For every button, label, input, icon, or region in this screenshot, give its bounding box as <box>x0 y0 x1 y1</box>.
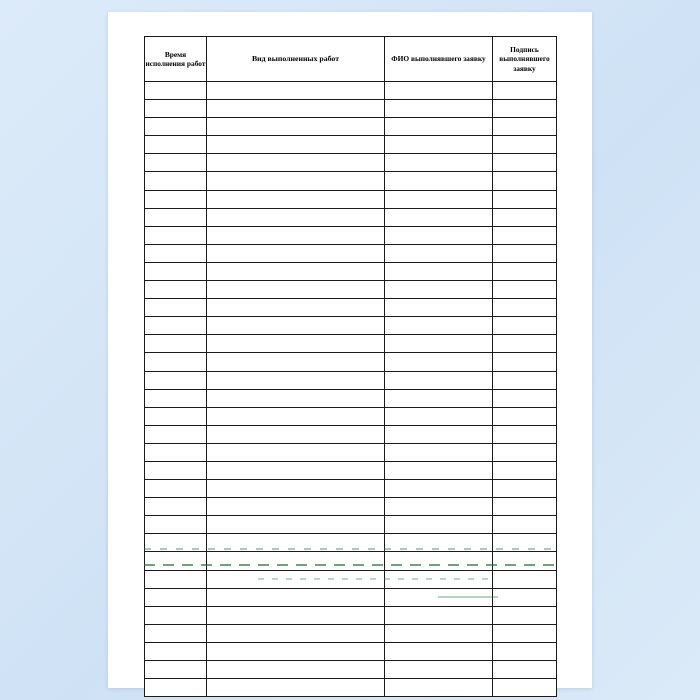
table-cell-executor[interactable] <box>385 461 493 479</box>
table-cell-executor[interactable] <box>385 208 493 226</box>
table-cell-time[interactable] <box>145 389 207 407</box>
table-cell-time[interactable] <box>145 154 207 172</box>
table-cell-executor[interactable] <box>385 154 493 172</box>
table-row <box>145 516 557 534</box>
table-cell-signature[interactable] <box>493 407 557 425</box>
table-cell-executor[interactable] <box>385 371 493 389</box>
table-cell-executor[interactable] <box>385 226 493 244</box>
table-cell-work_type[interactable] <box>207 661 385 679</box>
table-cell-work_type[interactable] <box>207 588 385 606</box>
table-cell-executor[interactable] <box>385 190 493 208</box>
table-row <box>145 226 557 244</box>
table-cell-time[interactable] <box>145 353 207 371</box>
table-cell-work_type[interactable] <box>207 552 385 570</box>
table-cell-time[interactable] <box>145 552 207 570</box>
table-row <box>145 588 557 606</box>
table-cell-executor[interactable] <box>385 172 493 190</box>
table-cell-signature[interactable] <box>493 100 557 118</box>
column-header-signature: Подпись выполнявшего заявку <box>493 37 557 82</box>
table-cell-time[interactable] <box>145 100 207 118</box>
table-cell-signature[interactable] <box>493 443 557 461</box>
table-row <box>145 534 557 552</box>
table-cell-time[interactable] <box>145 443 207 461</box>
table-cell-time[interactable] <box>145 516 207 534</box>
table-row <box>145 299 557 317</box>
table-row <box>145 679 557 697</box>
table-cell-work_type[interactable] <box>207 371 385 389</box>
table-cell-work_type[interactable] <box>207 353 385 371</box>
table-row <box>145 335 557 353</box>
table-row <box>145 461 557 479</box>
table-cell-executor[interactable] <box>385 136 493 154</box>
table-cell-time[interactable] <box>145 82 207 100</box>
table-cell-work_type[interactable] <box>207 534 385 552</box>
table-cell-work_type[interactable] <box>207 299 385 317</box>
table-cell-signature[interactable] <box>493 281 557 299</box>
table-row <box>145 498 557 516</box>
table-cell-time[interactable] <box>145 262 207 280</box>
table-cell-work_type[interactable] <box>207 389 385 407</box>
table-row <box>145 407 557 425</box>
table-cell-time[interactable] <box>145 299 207 317</box>
table-cell-signature[interactable] <box>493 190 557 208</box>
document-sheet <box>108 12 592 688</box>
table-cell-work_type[interactable] <box>207 82 385 100</box>
table-cell-signature[interactable] <box>493 679 557 697</box>
table-cell-executor[interactable] <box>385 389 493 407</box>
table-row <box>145 118 557 136</box>
table-row <box>145 190 557 208</box>
column-header-time: Время исполнения работ <box>145 37 207 82</box>
table-cell-time[interactable] <box>145 371 207 389</box>
table-cell-executor[interactable] <box>385 443 493 461</box>
table-cell-time[interactable] <box>145 570 207 588</box>
table-cell-executor[interactable] <box>385 100 493 118</box>
table-cell-signature[interactable] <box>493 588 557 606</box>
table-cell-signature[interactable] <box>493 172 557 190</box>
table-cell-signature[interactable] <box>493 534 557 552</box>
table-cell-time[interactable] <box>145 480 207 498</box>
table-cell-time[interactable] <box>145 661 207 679</box>
table-cell-signature[interactable] <box>493 299 557 317</box>
table-cell-work_type[interactable] <box>207 335 385 353</box>
table-cell-time[interactable] <box>145 172 207 190</box>
table-cell-executor[interactable] <box>385 552 493 570</box>
table-cell-executor[interactable] <box>385 498 493 516</box>
table-cell-work_type[interactable] <box>207 624 385 642</box>
table-row <box>145 136 557 154</box>
table-cell-work_type[interactable] <box>207 154 385 172</box>
table-cell-work_type[interactable] <box>207 118 385 136</box>
table-cell-executor[interactable] <box>385 407 493 425</box>
table-row <box>145 244 557 262</box>
table-cell-signature[interactable] <box>493 606 557 624</box>
table-row <box>145 570 557 588</box>
table-cell-signature[interactable] <box>493 425 557 443</box>
table-cell-signature[interactable] <box>493 552 557 570</box>
table-cell-signature[interactable] <box>493 624 557 642</box>
table-cell-signature[interactable] <box>493 118 557 136</box>
table-row <box>145 100 557 118</box>
table-row <box>145 317 557 335</box>
table-row <box>145 154 557 172</box>
table-cell-executor[interactable] <box>385 661 493 679</box>
table-cell-work_type[interactable] <box>207 570 385 588</box>
table-cell-time[interactable] <box>145 588 207 606</box>
table-row <box>145 371 557 389</box>
table-cell-work_type[interactable] <box>207 480 385 498</box>
table-cell-work_type[interactable] <box>207 208 385 226</box>
table-cell-signature[interactable] <box>493 244 557 262</box>
table-cell-time[interactable] <box>145 407 207 425</box>
table-cell-work_type[interactable] <box>207 443 385 461</box>
table-cell-work_type[interactable] <box>207 317 385 335</box>
table-cell-signature[interactable] <box>493 389 557 407</box>
table-row <box>145 552 557 570</box>
table-cell-work_type[interactable] <box>207 516 385 534</box>
table-cell-work_type[interactable] <box>207 679 385 697</box>
table-cell-time[interactable] <box>145 226 207 244</box>
table-cell-executor[interactable] <box>385 570 493 588</box>
table-row <box>145 606 557 624</box>
table-cell-time[interactable] <box>145 136 207 154</box>
table-row <box>145 425 557 443</box>
table-cell-executor[interactable] <box>385 534 493 552</box>
table-cell-executor[interactable] <box>385 642 493 660</box>
table-cell-work_type[interactable] <box>207 262 385 280</box>
table-cell-signature[interactable] <box>493 642 557 660</box>
table-cell-executor[interactable] <box>385 480 493 498</box>
table-cell-executor[interactable] <box>385 679 493 697</box>
table-cell-executor[interactable] <box>385 82 493 100</box>
table-row <box>145 281 557 299</box>
table-cell-signature[interactable] <box>493 480 557 498</box>
table-cell-time[interactable] <box>145 534 207 552</box>
table-cell-signature[interactable] <box>493 461 557 479</box>
table-cell-signature[interactable] <box>493 262 557 280</box>
works-register-table <box>144 36 557 697</box>
table-cell-signature[interactable] <box>493 570 557 588</box>
table-cell-time[interactable] <box>145 498 207 516</box>
table-cell-executor[interactable] <box>385 425 493 443</box>
table-container <box>144 36 556 697</box>
table-cell-executor[interactable] <box>385 118 493 136</box>
table-cell-work_type[interactable] <box>207 190 385 208</box>
table-cell-time[interactable] <box>145 335 207 353</box>
table-cell-time[interactable] <box>145 679 207 697</box>
table-cell-time[interactable] <box>145 642 207 660</box>
table-cell-work_type[interactable] <box>207 244 385 262</box>
column-header-work-type: Вид выполненных работ <box>207 37 385 82</box>
table-row <box>145 624 557 642</box>
table-row <box>145 443 557 461</box>
table-row <box>145 642 557 660</box>
table-header-row <box>145 37 557 82</box>
table-cell-time[interactable] <box>145 425 207 443</box>
table-cell-time[interactable] <box>145 118 207 136</box>
table-cell-signature[interactable] <box>493 498 557 516</box>
table-cell-signature[interactable] <box>493 661 557 679</box>
table-cell-work_type[interactable] <box>207 136 385 154</box>
table-cell-executor[interactable] <box>385 516 493 534</box>
table-cell-executor[interactable] <box>385 335 493 353</box>
table-cell-work_type[interactable] <box>207 425 385 443</box>
table-cell-time[interactable] <box>145 281 207 299</box>
table-row <box>145 353 557 371</box>
table-cell-signature[interactable] <box>493 208 557 226</box>
table-cell-time[interactable] <box>145 461 207 479</box>
table-cell-time[interactable] <box>145 208 207 226</box>
table-cell-time[interactable] <box>145 244 207 262</box>
table-cell-executor[interactable] <box>385 299 493 317</box>
table-body <box>145 82 557 697</box>
table-cell-work_type[interactable] <box>207 281 385 299</box>
table-cell-work_type[interactable] <box>207 642 385 660</box>
table-cell-work_type[interactable] <box>207 498 385 516</box>
table-cell-time[interactable] <box>145 317 207 335</box>
table-cell-time[interactable] <box>145 624 207 642</box>
table-cell-signature[interactable] <box>493 371 557 389</box>
table-cell-executor[interactable] <box>385 317 493 335</box>
table-cell-signature[interactable] <box>493 516 557 534</box>
table-cell-signature[interactable] <box>493 136 557 154</box>
table-cell-time[interactable] <box>145 190 207 208</box>
table-cell-work_type[interactable] <box>207 226 385 244</box>
table-cell-executor[interactable] <box>385 244 493 262</box>
table-cell-time[interactable] <box>145 606 207 624</box>
table-row <box>145 82 557 100</box>
table-cell-work_type[interactable] <box>207 100 385 118</box>
table-cell-executor[interactable] <box>385 262 493 280</box>
table-row <box>145 172 557 190</box>
table-row <box>145 262 557 280</box>
table-row <box>145 661 557 679</box>
table-cell-executor[interactable] <box>385 606 493 624</box>
table-cell-signature[interactable] <box>493 317 557 335</box>
table-cell-signature[interactable] <box>493 335 557 353</box>
table-cell-signature[interactable] <box>493 353 557 371</box>
table-row <box>145 208 557 226</box>
column-header-executor: ФИО выполнявшего заявку <box>385 37 493 82</box>
table-cell-work_type[interactable] <box>207 606 385 624</box>
table-cell-executor[interactable] <box>385 353 493 371</box>
table-row <box>145 480 557 498</box>
table-cell-executor[interactable] <box>385 281 493 299</box>
table-cell-work_type[interactable] <box>207 172 385 190</box>
table-cell-executor[interactable] <box>385 624 493 642</box>
table-cell-signature[interactable] <box>493 226 557 244</box>
table-cell-signature[interactable] <box>493 154 557 172</box>
table-header <box>145 37 557 82</box>
table-row <box>145 389 557 407</box>
table-cell-work_type[interactable] <box>207 461 385 479</box>
table-cell-signature[interactable] <box>493 82 557 100</box>
table-cell-executor[interactable] <box>385 588 493 606</box>
table-cell-work_type[interactable] <box>207 407 385 425</box>
